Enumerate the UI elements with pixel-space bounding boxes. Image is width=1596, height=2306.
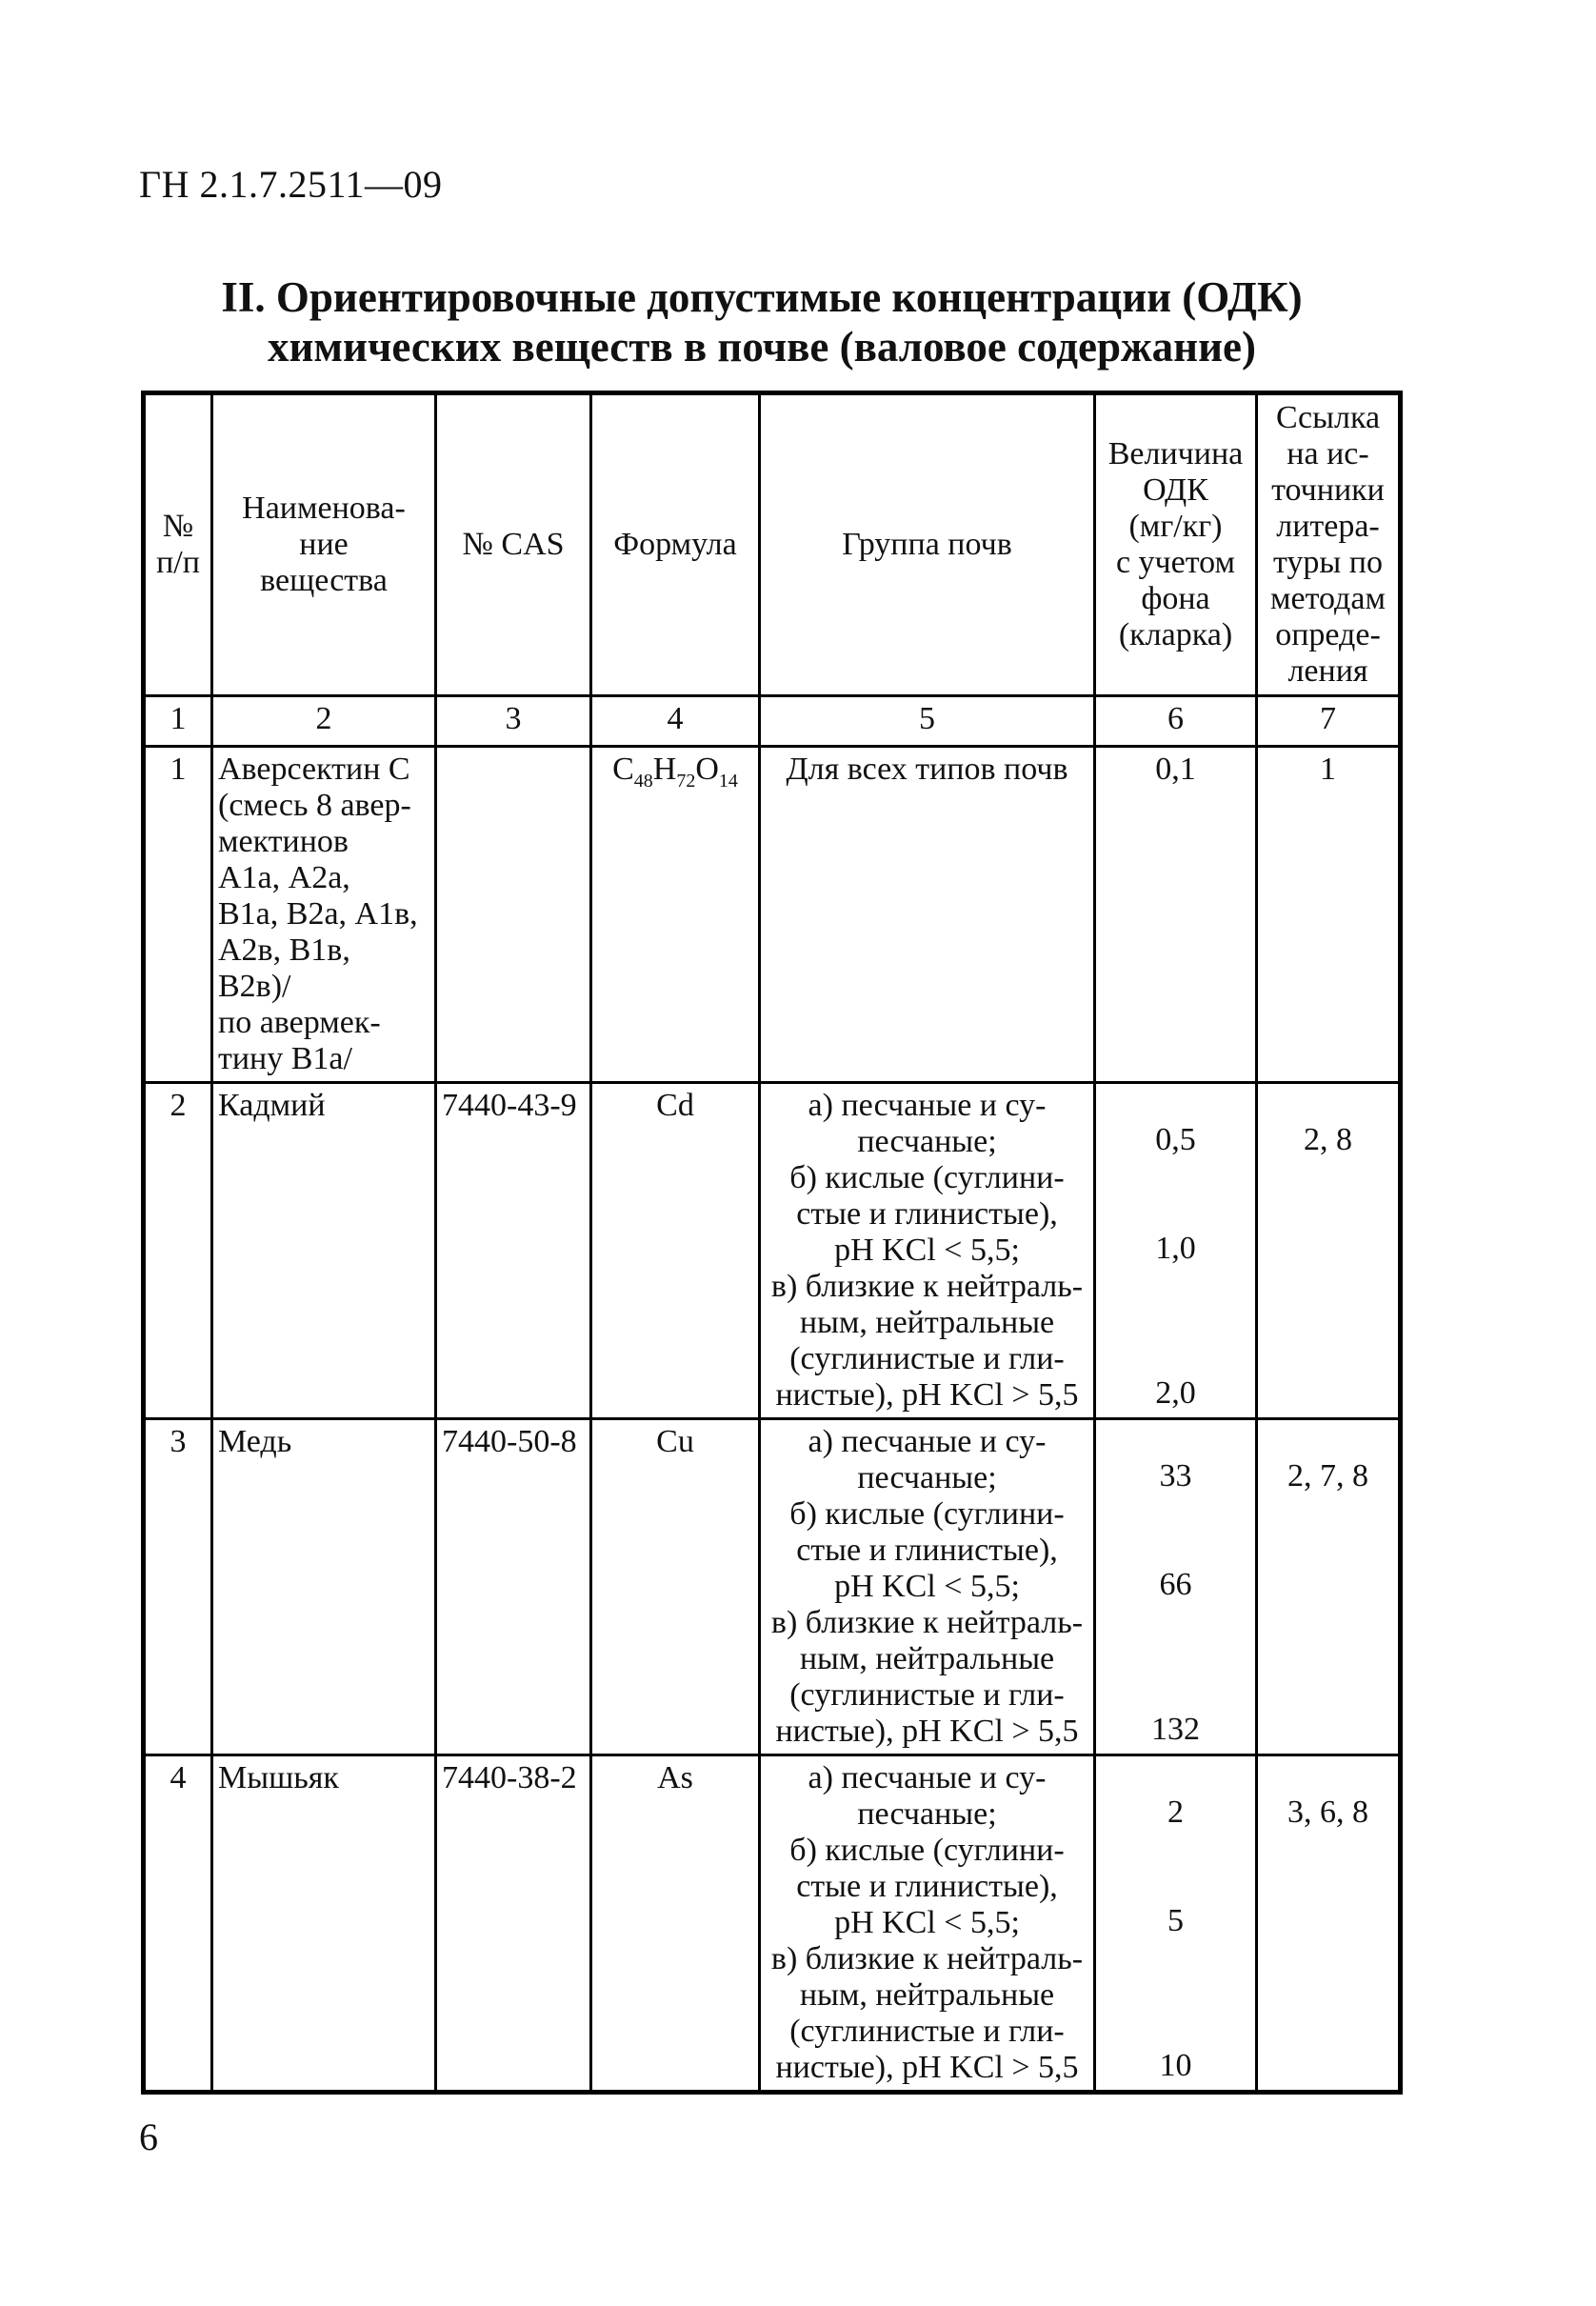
substance-name: Медь — [212, 1419, 436, 1755]
table-row — [144, 1083, 1401, 1419]
cas-number — [436, 747, 591, 1083]
soil-group: а) песчаные и су- песчаные; б) кислые (суглини- стые и глинистые), pH KCl < 5,5; в) близкие к нейтраль- ным, нейтральные (суглинистые и гли- нистые), pH KCl > 5,5 — [760, 1755, 1095, 2093]
table-row — [144, 1419, 1401, 1755]
header-no: № п/п — [144, 393, 212, 696]
odk-value: 10 — [1159, 2048, 1192, 2083]
odk-value: 66 — [1159, 1567, 1192, 1602]
soil-group: а) песчаные и су- песчаные; б) кислые (суглини- стые и глинистые), pH KCl < 5,5; в) близкие к нейтраль- ным, нейтральные (суглинистые и гли- нистые), pH KCl > 5,5 — [760, 1083, 1095, 1419]
substance-name: Кадмий — [212, 1083, 436, 1419]
column-number: 1 — [144, 696, 212, 747]
reference: 2, 7, 8 — [1257, 1419, 1401, 1755]
row-no: 4 — [144, 1755, 212, 2093]
odk-value: 33 — [1159, 1458, 1192, 1494]
header-soil-group: Группа почв — [760, 393, 1095, 696]
odk-values — [1095, 1755, 1257, 2093]
reference: 1 — [1257, 747, 1401, 1083]
header-cas: № CAS — [436, 393, 591, 696]
cas-number: 7440-43-9 — [436, 1083, 591, 1419]
odk-value: 0,5 — [1155, 1122, 1196, 1157]
column-number: 2 — [212, 696, 436, 747]
substance-name: Аверсектин С (смесь 8 авер- мектинов А1а, А2а, В1а, В2а, А1в, А2в, В1в, В2в)/ по авермек- тину В1а/ — [212, 747, 436, 1083]
header-odk: Величина ОДК (мг/кг) с учетом фона (кларка) — [1095, 393, 1257, 696]
odk-value: 2 — [1167, 1795, 1184, 1830]
row-no: 1 — [144, 747, 212, 1083]
title-line-1: II. Ориентировочные допустимые концентрации (ОДК) — [221, 273, 1303, 321]
odk-value: 0,1 — [1095, 747, 1257, 1083]
formula: Cu — [591, 1419, 760, 1755]
reference: 3, 6, 8 — [1257, 1755, 1401, 2093]
odk-table — [141, 391, 1403, 2095]
odk-value: 5 — [1167, 1903, 1184, 1938]
column-number: 5 — [760, 696, 1095, 747]
table-row — [144, 1755, 1401, 2093]
title-line-2: химических веществ в почве (валовое содержание) — [267, 323, 1257, 371]
odk-value: 1,0 — [1155, 1231, 1196, 1266]
column-number-row — [144, 696, 1401, 747]
odk-value: 2,0 — [1155, 1375, 1196, 1411]
reference: 2, 8 — [1257, 1083, 1401, 1419]
column-number: 4 — [591, 696, 760, 747]
row-no: 2 — [144, 1083, 212, 1419]
document-code: ГН 2.1.7.2511—09 — [139, 163, 443, 206]
header-ref: Ссылка на ис- точники литера- туры по методам опреде- ления — [1257, 393, 1401, 696]
odk-value: 132 — [1151, 1712, 1200, 1747]
table-row — [144, 747, 1401, 1083]
odk-values — [1095, 1419, 1257, 1755]
column-number: 3 — [436, 696, 591, 747]
column-number: 6 — [1095, 696, 1257, 747]
soil-group: Для всех типов почв — [760, 747, 1095, 1083]
header-name: Наименова- ние вещества — [212, 393, 436, 696]
row-no: 3 — [144, 1419, 212, 1755]
odk-values — [1095, 1083, 1257, 1419]
header-formula: Формула — [591, 393, 760, 696]
page-title — [133, 272, 1390, 371]
column-number: 7 — [1257, 696, 1401, 747]
cas-number: 7440-38-2 — [436, 1755, 591, 2093]
formula: $C_{48}H_{72}O_{14}$ — [591, 747, 760, 1083]
substance-name: Мышьяк — [212, 1755, 436, 2093]
header-row — [144, 393, 1401, 696]
formula: Cd — [591, 1083, 760, 1419]
page-number: 6 — [139, 2116, 158, 2158]
formula: As — [591, 1755, 760, 2093]
cas-number: 7440-50-8 — [436, 1419, 591, 1755]
soil-group: а) песчаные и су- песчаные; б) кислые (суглини- стые и глинистые), pH KCl < 5,5; в) близкие к нейтраль- ным, нейтральные (суглинистые и гли- нистые), pH KCl > 5,5 — [760, 1419, 1095, 1755]
